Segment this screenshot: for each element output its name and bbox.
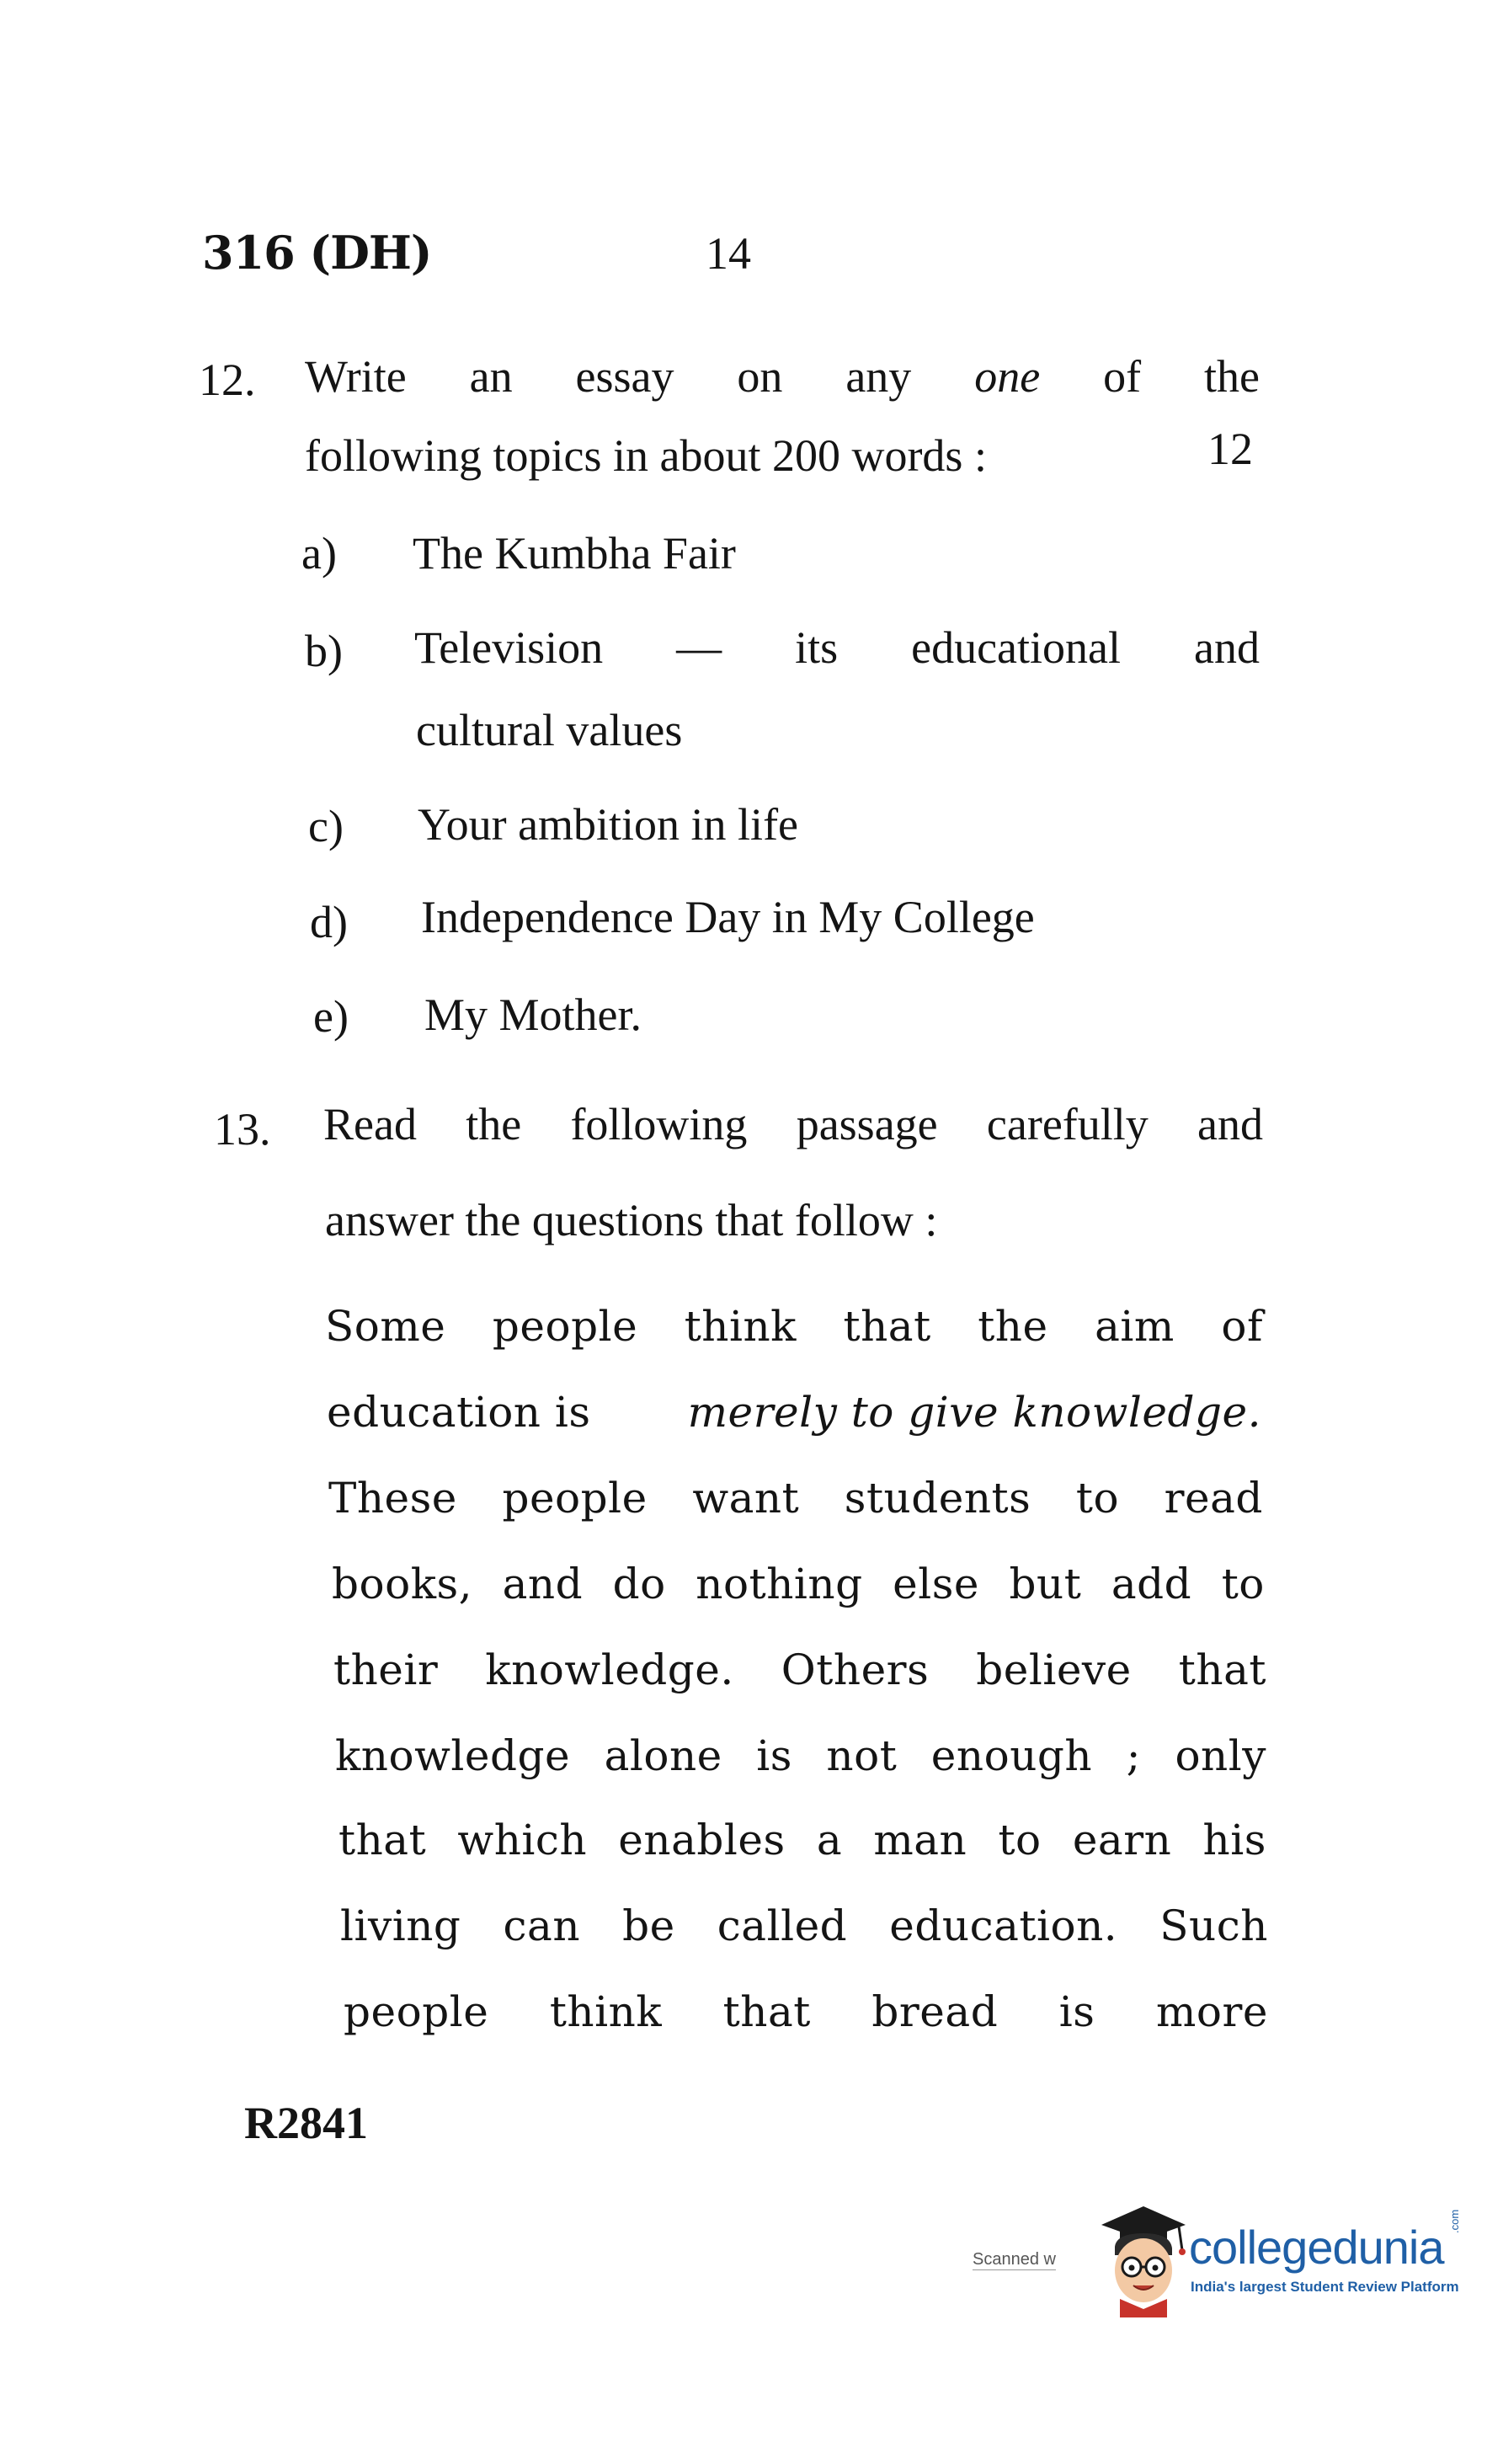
word: essay	[575, 351, 674, 402]
word: education.	[889, 1901, 1118, 1950]
word: educational	[911, 622, 1122, 673]
question-12-number: 12.	[199, 355, 256, 405]
word: knowledge	[335, 1731, 571, 1780]
word-emphasis: one	[974, 351, 1041, 402]
word: can	[503, 1901, 581, 1950]
word: people	[492, 1302, 638, 1351]
word: of	[1221, 1302, 1263, 1351]
passage-line-9	[344, 1987, 1268, 2036]
word: to	[998, 1816, 1042, 1864]
topic-d-label: d)	[310, 897, 348, 947]
word: add	[1111, 1560, 1192, 1608]
word: —	[676, 622, 722, 673]
passage-line-2	[327, 1388, 1261, 1437]
word: their	[333, 1645, 439, 1694]
word: and	[1193, 622, 1260, 673]
word: that	[843, 1302, 931, 1351]
word: students	[844, 1474, 1031, 1523]
passage-line-1	[325, 1302, 1263, 1351]
word: that	[722, 1987, 811, 2036]
word: Television	[414, 622, 604, 673]
topic-b-line-1	[414, 621, 1260, 674]
passage-line-8	[340, 1901, 1268, 1950]
question-13-number: 13.	[214, 1104, 271, 1155]
topic-e-label: e)	[313, 991, 349, 1042]
word: earn	[1072, 1816, 1172, 1864]
passage-line-3	[328, 1474, 1263, 1523]
question-12-line-2: following topics in about 200 words :	[305, 430, 987, 481]
question-13-line-1: Read the following passage carefully and	[323, 1099, 1263, 1149]
brand-logo-text: collegedunia	[1189, 2221, 1444, 2274]
word: books,	[332, 1560, 473, 1608]
topic-a-label: a)	[301, 528, 337, 579]
word: its	[795, 622, 839, 673]
word: on	[737, 351, 783, 402]
word: think	[549, 1987, 663, 2036]
brand-tagline: India's largest Student Review Platform	[1191, 2279, 1459, 2295]
topic-e-text: My Mother.	[424, 989, 642, 1040]
passage-line-4	[332, 1560, 1265, 1608]
word: enables	[618, 1816, 786, 1864]
topic-c-label: c)	[308, 801, 344, 851]
word: man	[873, 1816, 967, 1864]
word: the	[978, 1302, 1048, 1351]
topic-c-text: Your ambition in life	[418, 799, 799, 850]
footer-code: R2841	[244, 2098, 368, 2148]
passage-emphasis: merely to give knowledge.	[687, 1388, 1261, 1437]
word: Some	[325, 1302, 446, 1351]
topic-b-line-2: cultural values	[416, 705, 683, 755]
question-12-marks: 12	[1207, 424, 1253, 474]
topic-a-text: The Kumbha Fair	[413, 528, 736, 579]
word: called	[717, 1901, 848, 1950]
word: the	[1203, 351, 1260, 402]
student-mascot-icon	[1095, 2200, 1187, 2317]
word: his	[1202, 1816, 1266, 1864]
word: people	[344, 1987, 489, 2036]
word: do	[612, 1560, 666, 1608]
word: bread	[871, 1987, 999, 2036]
question-13-line-2: answer the questions that follow :	[325, 1195, 938, 1245]
word: ;	[1126, 1731, 1141, 1780]
word: but	[1009, 1560, 1082, 1608]
question-12-line-1	[305, 350, 1260, 403]
word: nothing	[696, 1560, 863, 1608]
word: Others	[781, 1645, 930, 1694]
page-number: 14	[706, 228, 751, 279]
topic-b-label: b)	[305, 626, 343, 676]
word: Such	[1159, 1901, 1268, 1950]
word: to	[1075, 1474, 1120, 1523]
word: any	[845, 351, 912, 402]
brand-logo-suffix: .com	[1448, 2209, 1461, 2233]
topic-d-text: Independence Day in My College	[421, 892, 1035, 942]
word: think	[684, 1302, 797, 1351]
word: alone	[604, 1731, 722, 1780]
word: that	[1178, 1645, 1266, 1694]
passage-text: education is	[327, 1388, 591, 1437]
word: a	[816, 1816, 843, 1864]
paper-code: 316 (DH)	[202, 226, 432, 280]
word: Write	[305, 351, 407, 402]
word: more	[1155, 1987, 1268, 2036]
word: only	[1175, 1731, 1266, 1780]
word: want	[692, 1474, 800, 1523]
word: and	[502, 1560, 584, 1608]
word: an	[469, 351, 513, 402]
word: which	[457, 1816, 588, 1864]
word: else	[893, 1560, 979, 1608]
word: not	[826, 1731, 898, 1780]
passage-line-6	[335, 1731, 1266, 1780]
word: is	[756, 1731, 792, 1780]
word: living	[340, 1901, 461, 1950]
word: to	[1221, 1560, 1265, 1608]
word: believe	[976, 1645, 1132, 1694]
passage-line-7	[338, 1816, 1266, 1864]
word: people	[502, 1474, 648, 1523]
word: These	[328, 1474, 457, 1523]
word: knowledge.	[485, 1645, 734, 1694]
word: enough	[930, 1731, 1093, 1780]
word: aim	[1095, 1302, 1175, 1351]
word: read	[1164, 1474, 1263, 1523]
word: that	[338, 1816, 427, 1864]
word: be	[622, 1901, 675, 1950]
passage-line-5	[333, 1645, 1266, 1694]
scanned-watermark: Scanned w	[973, 2250, 1056, 2269]
word: of	[1103, 351, 1142, 402]
word: is	[1058, 1987, 1095, 2036]
